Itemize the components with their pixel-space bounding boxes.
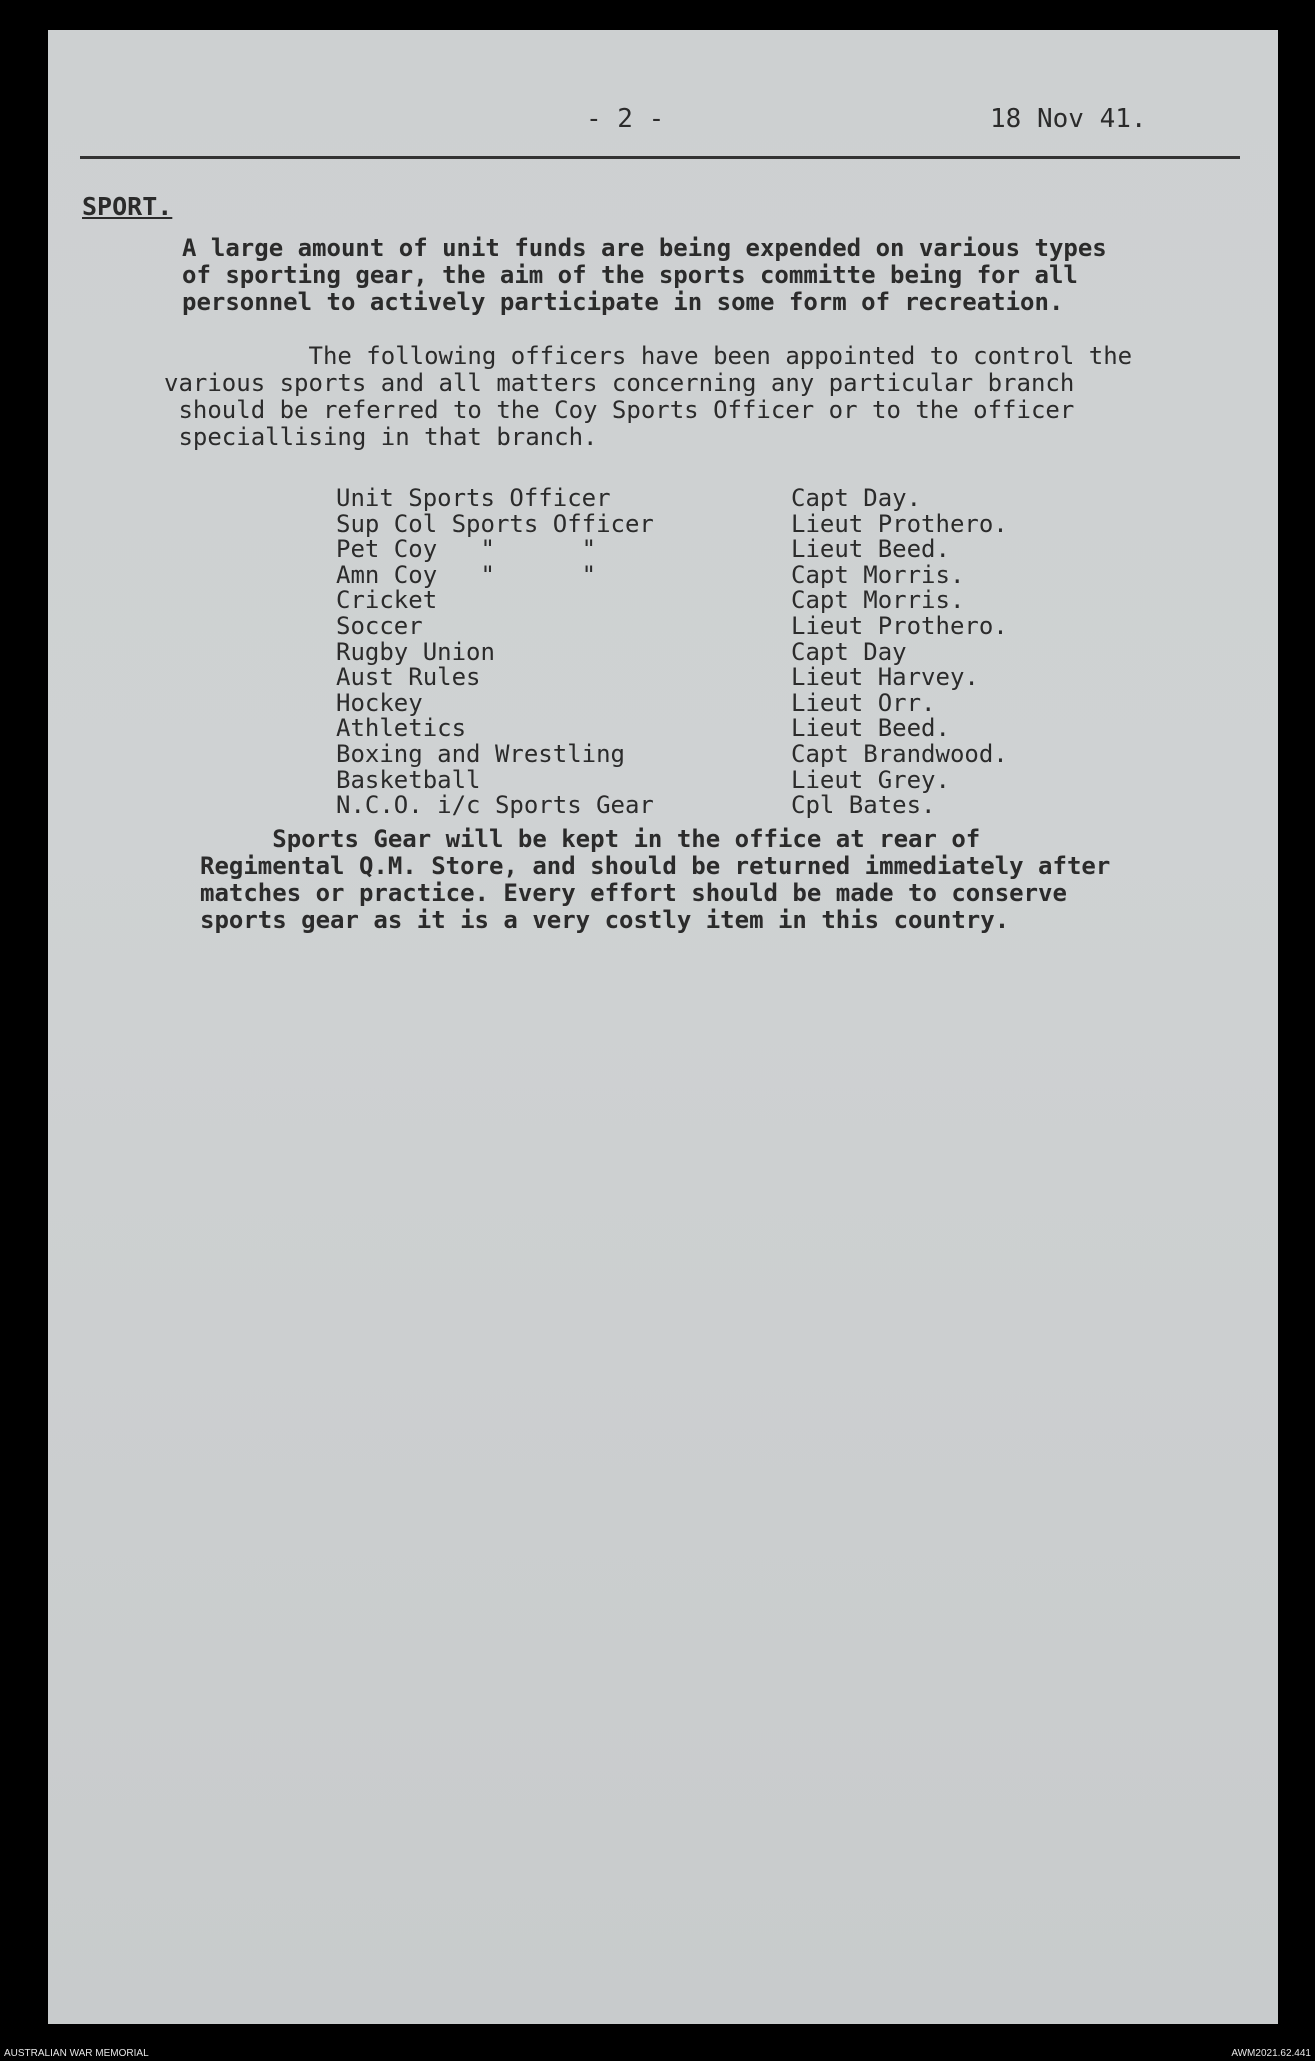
role: Sup Col Sports Officer [336,509,654,538]
list-item [336,537,1036,563]
header-rule [80,156,1240,159]
role: Cricket [336,586,438,615]
archive-reference: AWM2021.62.441 [1231,2048,1311,2059]
role: Rugby Union [336,637,495,666]
appointments-paragraph: The following officers have been appointed to control the various sports and all matters concerning any particular branch should be referred to the Coy Sports Officer or to the officer speciallising in that branch. [164,342,1133,451]
officer: Cpl Bates. [791,791,936,820]
list-item [336,486,1036,512]
document-page [48,30,1278,2024]
role: Hockey [336,688,423,717]
officer: Lieut Orr. [791,688,936,717]
role: Boxing and Wrestling [336,739,625,768]
document-date: 18 Nov 41. [990,104,1147,134]
officer: Capt Day [791,637,907,666]
officer: Capt Day. [791,484,922,512]
list-item [336,765,1036,794]
list-item [336,665,1036,691]
list-item [336,688,1036,717]
officer: Capt Morris. [791,586,965,615]
list-item [336,509,1036,538]
appointments-list [336,486,1036,819]
officer: Lieut Grey. [791,765,950,794]
officer: Lieut Beed. [791,714,950,743]
section-heading: SPORT. [82,192,173,221]
officer: Lieut Prothero. [791,509,1008,538]
list-item [336,588,1036,614]
list-item [336,637,1036,666]
list-item [336,716,1036,742]
list-item [336,611,1036,640]
list-item [336,560,1036,589]
role: Unit Sports Officer [336,484,611,512]
officer: Lieut Prothero. [791,611,1008,640]
role: Aust Rules [336,663,481,692]
officer: Lieut Harvey. [791,663,979,692]
sports-gear-paragraph: Sports Gear will be kept in the office at rear of Regimental Q.M. Store, and should be returned immediately after matches or practice. Every effort should be made to conserve sports gear as it is a very costly item in this country. [200,825,1111,934]
role: Amn Coy " " [336,560,597,589]
role: N.C.O. i/c Sports Gear [336,791,654,820]
officer: Lieut Beed. [791,535,950,564]
archive-source: AUSTRALIAN WAR MEMORIAL [4,2048,149,2059]
role: Basketball [336,765,481,794]
role: Athletics [336,714,467,743]
intro-paragraph: A large amount of unit funds are being expended on various types of sporting gear, the aim of the sports committe being for all personnel to actively participate in some form of recreation. [182,234,1107,316]
officer: Capt Morris. [791,560,965,589]
list-item [336,739,1036,768]
page-number: - 2 - [586,104,665,134]
role: Soccer [336,611,423,640]
list-item [336,793,1036,819]
role: Pet Coy " " [336,535,597,564]
officer: Capt Brandwood. [791,739,1008,768]
